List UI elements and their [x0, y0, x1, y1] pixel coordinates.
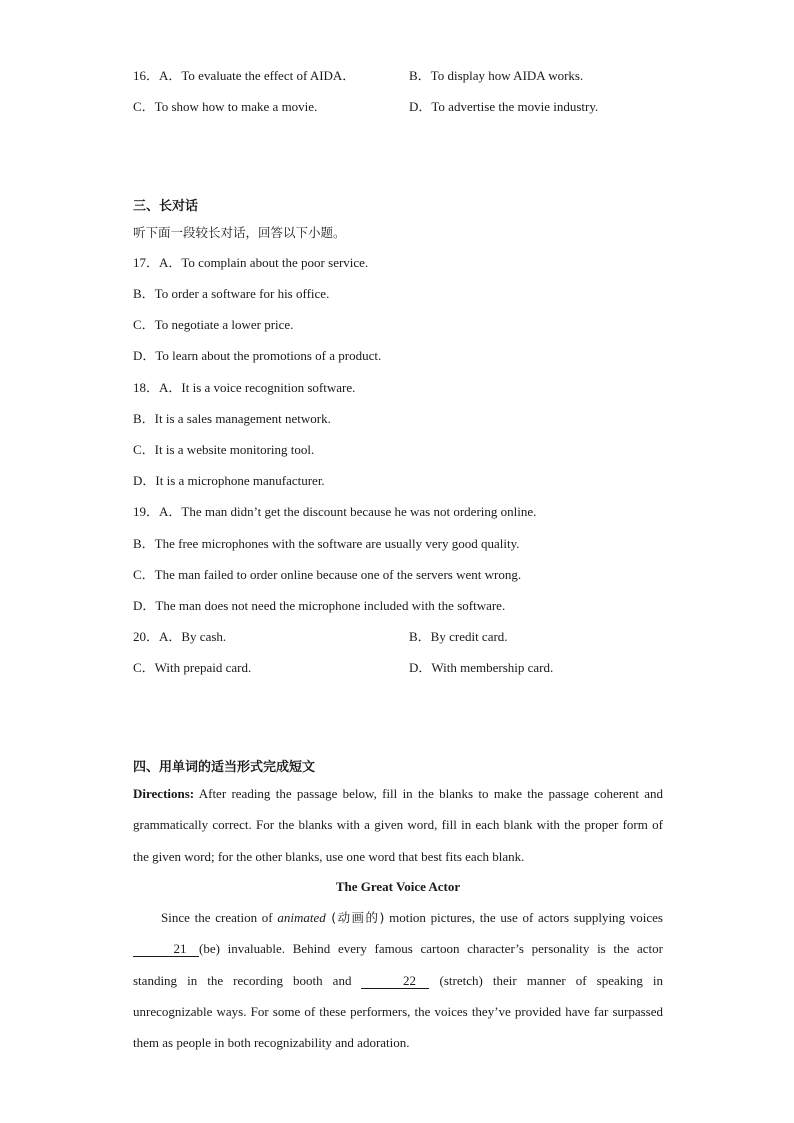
passage-title: The Great Voice Actor: [335, 879, 461, 894]
q16-option-c: C．To show how to make a movie.: [133, 99, 318, 114]
blank-21[interactable]: 21: [133, 941, 199, 957]
q17-option-b: B．To order a software for his office.: [133, 286, 330, 301]
blank-22[interactable]: 22: [361, 973, 429, 989]
section-4-heading: 四、用单词的适当形式完成短文: [133, 760, 316, 775]
q16-option-b: B．To display how AIDA works.: [409, 68, 584, 83]
q18-option-b: B．It is a sales management network.: [133, 411, 331, 426]
q20-option-d: D．With membership card.: [409, 660, 554, 675]
q19-option-a: 19．A．The man didn’t get the discount because he was not ordering online.: [133, 504, 537, 519]
passage-paragraph-1: Since the creation of animated (动画的) motion pictures, the use of actors supplying voices 21 (be) invaluable. Behind every famous cartoon character’s personality is the actor standing in the recording booth and 22 (stretch) their manner of speaking in unrecognizable ways. For some of these performers, the voices they’ve provided have far surpassed them as people in both recognizability and adoration.: [133, 910, 663, 1051]
directions-text: After reading the passage below, fill in the blanks to make the passage coherent and grammatically correct. For the blanks with a given word, fill in each blank with the proper form of the given word; for the other blanks, use one word that best fits each blank.: [133, 786, 663, 864]
q16-option-a: 16．A．To evaluate the effect of AIDA．: [133, 68, 356, 83]
q18-option-c: C．It is a website monitoring tool.: [133, 442, 315, 457]
q20-option-a: 20．A．By cash.: [133, 629, 227, 644]
directions-label: Directions:: [133, 786, 195, 801]
directions-paragraph: [133, 778, 663, 872]
q18-option-a: 18．A．It is a voice recognition software.: [133, 380, 356, 395]
q16-option-d: D．To advertise the movie industry.: [409, 99, 599, 114]
q17-option-d: D．To learn about the promotions of a product.: [133, 348, 382, 363]
italic-word: animated: [277, 910, 326, 925]
section-3-heading: 三、长对话: [133, 199, 199, 214]
q19-option-c: C．The man failed to order online because one of the servers went wrong.: [133, 567, 522, 582]
q20-option-b: B．By credit card.: [409, 629, 508, 644]
q19-option-b: B．The free microphones with the software are usually very good quality.: [133, 536, 520, 551]
q17-option-a: 17．A．To complain about the poor service.: [133, 255, 369, 270]
q18-option-d: D．It is a microphone manufacturer.: [133, 473, 325, 488]
q20-option-c: C．With prepaid card.: [133, 660, 252, 675]
section-3-instruction: 听下面一段较长对话，回答以下小题。: [133, 225, 346, 240]
q17-option-c: C．To negotiate a lower price.: [133, 317, 294, 332]
q19-option-d: D．The man does not need the microphone included with the software.: [133, 598, 506, 613]
